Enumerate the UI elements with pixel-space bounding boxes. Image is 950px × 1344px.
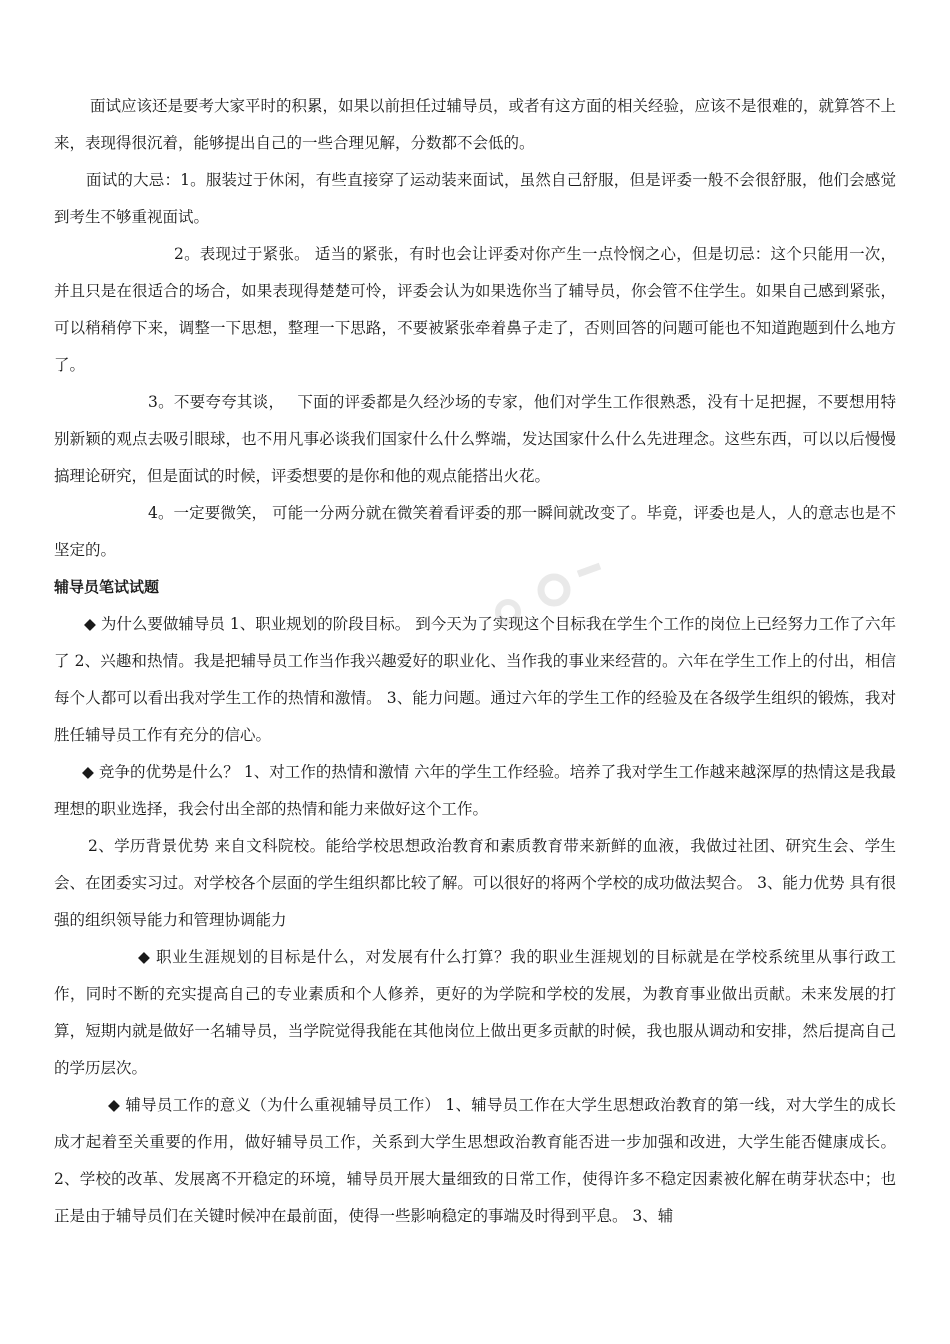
document-body xyxy=(54,88,896,1235)
bullet-why-counselor: ◆ 为什么要做辅导员 1、职业规划的阶段目标。 到今天为了实现这个目标我在学生个工作的岗位上已经努力工作了六年了 2、兴趣和热情。我是把辅导员工作当作我兴趣爱好的职业化、当作我的事业来经营的。六年在学生工作上的付出，相信每个人都可以看出我对学生工作的热情和激情。 3、能力问题。通过六年的学生工作的经验及在各级学生组织的锻炼，我对胜任辅导员工作有充分的信心。 xyxy=(54,615,896,744)
bullet-career-goal: ◆ 职业生涯规划的目标是什么，对发展有什么打算？我的职业生涯规划的目标就是在学校系统里从事行政工作，同时不断的充实提高自己的专业素质和个人修养，更好的为学院和学校的发展，为教育事业做出贡献。未来发展的打算，短期内就是做好一名辅导员，当学院觉得我能在其他岗位上做出更多贡献的时候，我也服从调动和安排，然后提高自己的学历层次。 xyxy=(54,948,896,1077)
paragraph-taboo-boasting: 3。不要夸夸其谈， 下面的评委都是久经沙场的专家，他们对学生工作很熟悉，没有十足把握，不要想用特别新颖的观点去吸引眼球，也不用凡事必谈我们国家什么什么弊端，发达国家什么什么先进理念。这些东西，可以以后慢慢搞理论研究，但是面试的时候，评委想要的是你和他的观点能搭出火花。 xyxy=(54,393,896,485)
watermark-mark xyxy=(468,560,608,630)
bullet-competitive-advantage: ◆ 竞争的优势是什么？ 1、对工作的热情和激情 六年的学生工作经验。培养了我对学生工作越来越深厚的热情这是我最理想的职业选择，我会付出全部的热情和能力来做好这个工作。 xyxy=(54,763,896,818)
paragraph-education-advantage: 2、学历背景优势 来自文科院校。能给学校思想政治教育和素质教育带来新鲜的血液，我做过社团、研究生会、学生会、在团委实习过。对学校各个层面的学生组织都比较了解。可以很好的将两个学校的成功做法契合。 3、能力优势 具有很强的组织领导能力和管理协调能力 xyxy=(54,837,896,929)
paragraph-taboo-clothing: 面试的大忌：1。服装过于休闲，有些直接穿了运动装来面试，虽然自己舒服，但是评委一般不会很舒服，他们会感觉到考生不够重视面试。 xyxy=(54,171,896,226)
bullet-work-significance: ◆ 辅导员工作的意义（为什么重视辅导员工作） 1、辅导员工作在大学生思想政治教育的第一线，对大学生的成长成才起着至关重要的作用，做好辅导员工作，关系到大学生思想政治教育能否进一步加强和改进，大学生能否健康成长。 2、学校的改革、发展离不开稳定的环境，辅导员开展大量细致的日常工作，使得许多不稳定因素被化解在萌芽状态中；也正是由于辅导员们在关键时候冲在最前面，使得一些影响稳定的事端及时得到平息。 3、辅 xyxy=(54,1096,896,1225)
paragraph-interview-accumulation: 面试应该还是要考大家平时的积累，如果以前担任过辅导员，或者有这方面的相关经验，应该不是很难的，就算答不上来，表现得很沉着，能够提出自己的一些合理见解，分数都不会低的。 xyxy=(54,97,897,152)
paragraph-taboo-nervous: 2。表现过于紧张。 适当的紧张，有时也会让评委对你产生一点怜悯之心，但是切忌：这个只能用一次，并且只是在很适合的场合，如果表现得楚楚可怜，评委会认为如果选你当了辅导员，你会管不住学生。如果自己感到紧张，可以稍稍停下来，调整一下思想，整理一下思路，不要被紧张牵着鼻子走了，否则回答的问题可能也不知道跑题到什么地方了。 xyxy=(54,245,896,374)
section-heading: 辅导员笔试试题 xyxy=(54,578,160,596)
paragraph-smile: 4。一定要微笑， 可能一分两分就在微笑着看评委的那一瞬间就改变了。毕竟，评委也是人，人的意志也是不坚定的。 xyxy=(54,504,896,559)
